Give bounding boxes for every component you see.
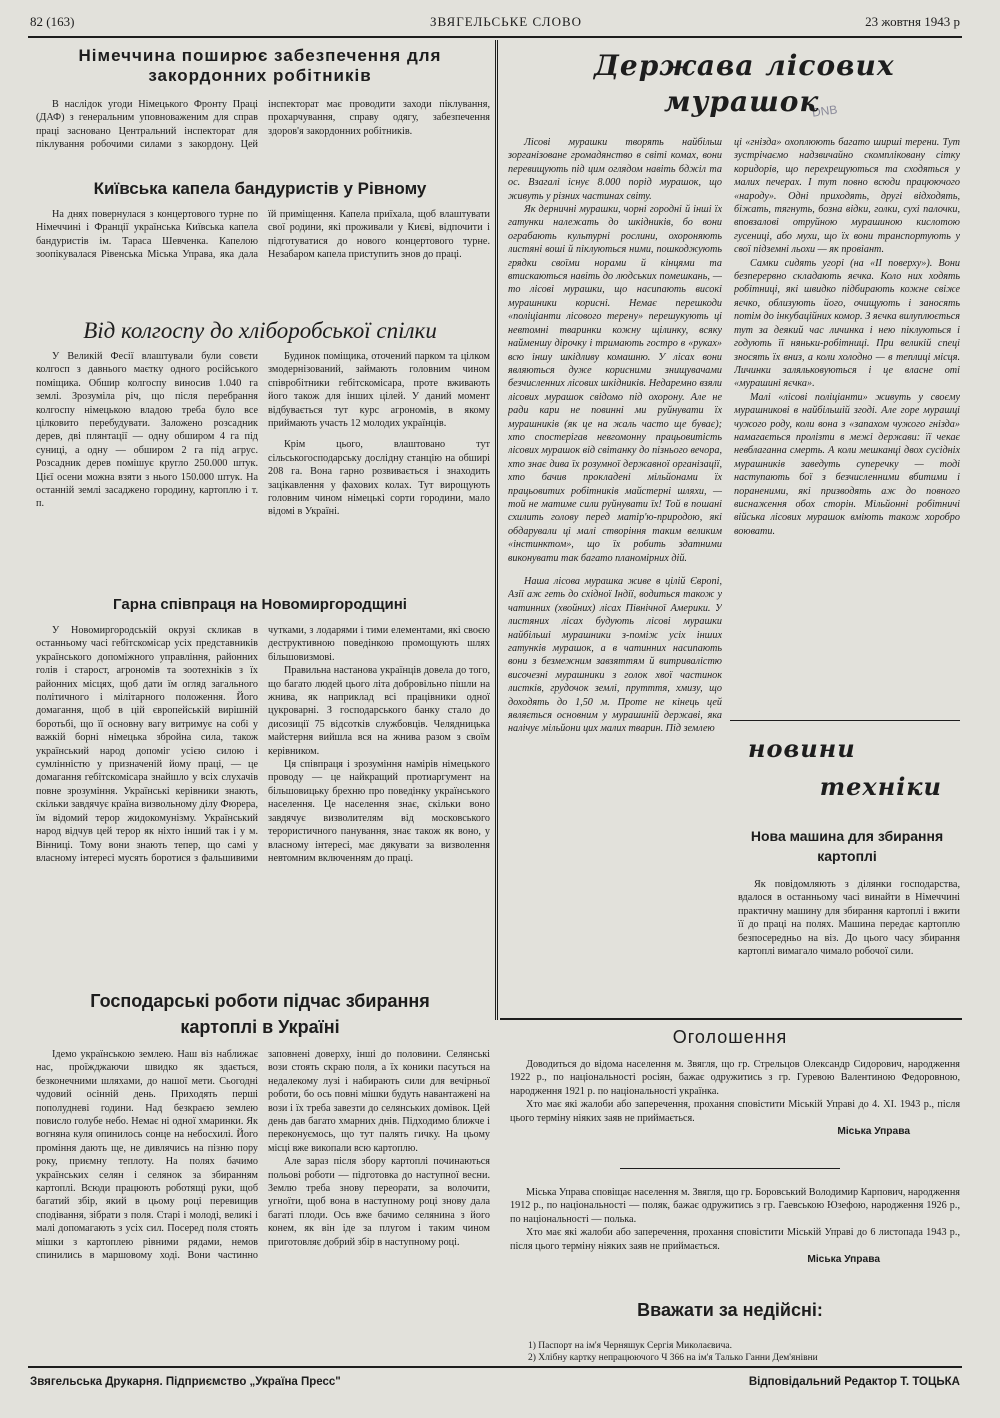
article-ants-col2 — [734, 136, 960, 716]
printer-credit: Звягельська Друкарня. Підприємство „Українa Пресс" — [30, 1376, 341, 1388]
paragraph: Як повідомляють з ділянки господарства, вдалося в останньому часі винайти в Німеччині практичну машину для збирання картоплі і вжити її до праці на полях. Машина передає картоплю безпосередньо на віз. До цього часу збирання картоплі вимагало чимало робочої сили. — [738, 879, 960, 958]
ads-top-rule — [500, 1018, 962, 1020]
void-list — [528, 1340, 958, 1364]
headline-line-2: техніки — [819, 772, 942, 801]
column-divider-2 — [497, 40, 498, 1020]
article-novomyrhorod-title — [30, 594, 490, 620]
header-rule — [28, 36, 962, 38]
paragraph: В наслідок угоди Німецького Фронту Праці (ДАФ) з генеральним уповноваженим для справ праці засновано Центральний інспекторат для піклування робочими силами з закордону. Цей інспекторат має проводити заходи піклування, прохарчування, справу одягу, забезпечення здоров'я закордонних робітників. — [36, 99, 490, 151]
headline: Київська капела бандуристів у Рівному — [93, 179, 427, 198]
announcement-2 — [510, 1186, 960, 1266]
newspaper-title: ЗВЯГЕЛЬСЬКЕ СЛОВО — [430, 14, 583, 29]
paragraph: На днях повернулася з концертового турне по Німеччині і Франції українська Київська капела бандуристів ім. Тараса Шевченка. Капелою зоопікувалася Рівенська Міська Управа, яка дала їй приміщення. Капела приїхала, щоб влаштувати свої родини, які проживали у Києві, відпочити і підготуватися до нового концертового турне. Незабаром капела приступить знов до праці. — [36, 209, 490, 261]
paragraph: Малі «лісові поліціанти» живуть у своєму мурашниковi в найбільшій згоді. Але горе мурашці чужого роду, коли вона з «запахом чужого гнізда» намагається пролізти в межі держави: її чекає невблаганна смерть. А коли мешканці двох сусідніх мурашників заведуть суперечку — тоді наступають бої з безчисленними вбитими і пораненими, які призводять аж до повного виснаження обох сторін. Мільйонні робітничі війська лісових мурашок вміють також хоробро воювати. — [734, 391, 960, 537]
issue-date: 23 жовтня 1943 р — [865, 14, 960, 29]
footer-rule — [28, 1366, 962, 1368]
article-kolhosp-body — [36, 350, 490, 586]
article-ants-title — [504, 48, 960, 132]
void-title — [500, 1296, 960, 1326]
headline: Держава лісових — [594, 49, 895, 82]
void-item: 1) Паспорт на ім'я Черняшук Сергія Миколаєвича. — [528, 1341, 732, 1351]
headline: Німеччина поширює забезпечення для закордонних робітників — [78, 46, 442, 85]
article-harvest-body — [36, 1048, 490, 1366]
section-rule — [730, 720, 960, 721]
column-divider — [495, 40, 496, 1020]
page-number: 82 (163) — [30, 14, 75, 29]
paragraph: Хто має які жалоби або заперечення, прохання сповістити Міській Управі до 4. XI. 1943 р., після цього терміну ніяких заяв не приймається. — [510, 1099, 960, 1124]
paragraph: Але зараз після збору картоплі починаються польові роботи — підготовка до наступної весни. Землю треба знову переорати, за волочити, угноїти, щоб вона в наступному році знову дала багаті плоди. Ось вже бачимо селянина з його конем, як він іде за плугом і таким чином приготовляє добрий збір в наступному році. — [268, 1156, 490, 1248]
signature: Міська Управа — [837, 1126, 910, 1138]
headline: новини — [748, 734, 856, 763]
paragraph: Міська Управа сповіщає населення м. Звягля, що гр. Боровський Володимир Карпович, народження 1912 р., по національності — поляк, бажає одружитись з гр. Гаевською Юзефою, народження 1926 р., по національності — полька. — [510, 1187, 960, 1225]
article-kolhosp-title — [30, 316, 490, 348]
editor-credit: Відповідальний Редактор Т. ТОЦЬКА — [748, 1376, 960, 1388]
headline-line-2: мурашок — [664, 85, 820, 118]
announcement-1 — [510, 1058, 960, 1138]
paragraph: Самки сидять угорі (на «ІІ поверху»). Вони безперервно складають яєчка. Коло них ходять робітниці, які швидко підбирають кожне свіже яєчко, облизують його, очищують і заносять потім до інкубаційних комор. З яєчка вилуплюється тут за деякий час личинка і нею піклуються і годують її няньки-робітниці. При великій спеці зносять їх вниз, а коли холодно — в теплиці місця. Личинки заляльковуються і це власне оті «мурашині яєчка». — [734, 257, 960, 390]
subheadline: Нова машина для збирання — [750, 828, 944, 844]
void-item: 2) Хлібну картку непрацюючого Ч 366 на ім'я Талько Ганни Дем'янівни — [528, 1353, 818, 1363]
tech-news-title — [734, 730, 960, 814]
headline: Господарські роботи підчас збирання — [90, 991, 430, 1011]
headline-line-2: картоплі в Україні — [180, 1017, 340, 1037]
paragraph: Ця співпраця і зрозуміння намірів німецького проводу — це найкращий протиаргумент на більшовицьку брехню про поведінку українського населення. Це населення знає, скільки воно завдячує визволителям від московського терористичного панування, знає також як воно, у власному інтересі, має дякувати за визволення невтомним включенням до праці. — [268, 759, 490, 864]
paragraph: Хто має які жалоби або заперечення, прохання сповістити Міській Управі до 6 листопада 1943 р., після цього терміну ніяких заяв не приймається. — [510, 1227, 960, 1252]
page-header — [30, 14, 960, 36]
article-kapela-body — [36, 208, 490, 312]
paragraph: Крім цього, влаштовано тут сільськогосподарську дослідну станцію на обширі 208 га. Вона гарно розвивається і знаходить зацікавлення у фахових колах. Тут вирощують головним чином німецькі сорти городини, мало відомі в Україні. — [268, 439, 490, 518]
paragraph: Ідемо українською землею. Наш віз наближає нас, проїжджаючи швидко як здається, безконечними шляхами, до нашої мети. Сьогодні чудовий осінній день. Приходять перші пополудневі години. Над безкраєю землею повисло голубе небо. Немає ні одної хмаринки. Як вогняна куля опинилось сонце на небосхилі. Його проміння дають ще, не дивлячись на пізню пору року, приємну теплоту. На полях бачимо українських селян і селянок за збиранням картоплі. Всюди працюють роботящі руки, щоб багатий збір, який в цьому році перевищив сподівання, зібрати з поля. Старі і молоді, великі і малі допомагають з усіх сил. Посеред поля стоять мішки з картоплею рівними рядами, немов спинились в маршовому ході. Вони частинно заповнені доверху, інші до половини. Селянські вози стоять скраю поля, а їх коники пасуться на недалекому лузі і набирають сили для вечірньої роботи, бо ось повні мішки будуть навантажені на вози і їх треба завезти до селянських домівок. Цей день дав багато хмарних днів. Підходимо ближче і переконуємось, що тут палять гичку. На цьому місці вже викопали всю картоплю. — [36, 1049, 490, 1262]
headline: Вважати за недійсні: — [637, 1300, 823, 1320]
tech-news-subtitle — [734, 826, 960, 872]
footer-printer — [30, 1370, 510, 1388]
paragraph: Доводиться до відома населення м. Звягля, що гр. Стрельцов Олександр Сидорович, народження 1922 р., по національності росіян, бажає одружитись з гр. Гуревою Валентиною Федоровною, народження 1921 р. по національності українка. — [510, 1059, 960, 1097]
paragraph: У Великій Фесії влаштували були совєти колгосп з давнього маєтку одного російського поміщика. Обшир колгоспу виносив 1.040 га землі. Зрозуміла річ, що після перебрання колгоспу німецькою владою треба було все цілковито перебудувати. Заложено розсадник дерев, дві плянтації — одну обширом 4 га під суниці, а одну — обширом 2 га під агрус. Розсадник дерев помішує круглo 250.000 штук. Цієї осени можна взяти з нього 150.000 штук. На останній землі засаджено городину, картоплю і т. п. — [36, 351, 258, 510]
agency-stamp: DNB — [811, 102, 839, 120]
paragraph: Наша лісова мурашка живе в цілій Європі, Азії аж геть до східної Індії, водиться також у чатинних (хвойних) лісах Північної Америки. У листяних лісах будують лісові мурашки найбільші мурашники з-поміж усіх інших гатунків мурашок, а в чатинних насипають вони з безмежним завзяттям й витривалістю височезні мурашники з голок хвої частинок листків, грудочок землі, прутття, хмизу, що доходять до 1,50 м. Проте не кінець цей являється основним у мурашиній державі, яка налічує мільйони цих малих тварин. Під землею — [508, 576, 722, 735]
article-kapela-title — [30, 178, 490, 204]
paragraph: Правильна настанова українців довела до того, що багато людей цього літа добровільно пішли на жнива, як наприклад всі працівники одної цукроварні. З господарського банку стало до дисозиції 75 відсотків службовців. Челядницька майстерня вийшла вся на жнива разом з своїм керівником. — [268, 665, 490, 757]
paragraph: Будинок поміщика, оточений парком та цілком змодернізований, займають головним чином співробітники гебітскомісара, проте вживають його також для інших цілей. У даний момент відбувається тут курс агрономів, в якому приймають участь 12 молодих українців. — [268, 351, 490, 430]
headline: Від колгоспу до хліборобської спілки — [83, 318, 437, 343]
ads-separator — [620, 1168, 840, 1169]
paragraph: Лісові мурашки творять найбільш зорганізоване громадянство в світі комах, вони перевищують під цим оглядом навіть бджіл та ос. Взагалі існує 8.000 порід мурашок, що живуть у різних частинах світу. — [508, 137, 722, 202]
article-germany-body — [36, 98, 490, 172]
paragraph: У Новомиргородській окрузі скликав в останньому часі гебітскомісар усіх представників українського допоміжного управління, районних голів і старост, агрономів та зоотехніків з їх районних місцях, щоб дати їм огляд загального політичного і мілітарного положення. Його домагання, щоб в цій європейській вирішній боротьбі, що її основну вагу витримує на собі у важкій борні німецька збройна сила, також український народ допоміг усією силою і сумлінністю у призначеній йому праці, — це домагання гебітскомісара знайшло у всіх слухачів повне зрозуміння. Українські керівники знають, скільки завдячує країна визвольному ділу Фюрера, їм відомий терор жидокомунізму. Український народ відчув цей терор як ніхто інший так і у м. Вінниці. Тому вони знають тепер, що самі у власному інтересі мусять боротися з фальшивими чутками, з лодарями і тими елементами, які своєю деструктивною поведінкою промощують шлях більшовизмові. — [36, 625, 490, 864]
paragraph: ці «гнізда» охоплюють багато ширші терени. Тут зустрічаємо надзвичайно скомпліковану сітку коридорів, що перехрещуються та сходяться у малих печерах. І тут повно всюди працюючого «народу». Одні приходять, другі відходять, біжать, тягнуть, бозна відки, голки, сухі палочки, вповзалові отруйною мурашиною кислотою гусениці, або мухи, що їх вони транспортують у свої підземні льохи — як провіант. — [734, 137, 960, 256]
footer-editor — [600, 1370, 960, 1388]
subheadline-line-2: картоплі — [817, 848, 877, 864]
article-novomyrhorod-body — [36, 624, 490, 984]
tech-news-body — [738, 878, 960, 1008]
article-germany-title — [30, 46, 490, 94]
paragraph: Як дерничні мурашки, чорні городні й інші їх гатунки належать до шкідників, бо вони ограбають культурні рослини, охороняють листяні воші й піклуються ними, пошкоджують грядки своїми норами й кінцями та втискаються навіть до людських помешкань, — то лісові мурашки, що насипають високі мурашники корисні. Немає перешкоди «поліціанти лісового терену» перешукують ці невтомні тваринки кожну щілинку, всяку найменшу дірочку і тримають гостро в «руках» всю іншу шкідливу комашню. У лісах вони являються дуже корисними знищувачами безчисленних лісових шкідників. Недаремно взяли лісових мурашок свідомо під охорону. Але не ради кари не повинні ми руйнувати їх мурашників (як це на жаль часто ще буває); хто спостерігав невгомонну працьовитість лісових мурашок від світанку до пізнього вечора, хто знає дива їх розумної державної організації, хто бачив прокладені мільйонами їх працьовитих робітників майстерні шляхи, — той не матиме сили руйнувати їх! Той в пошані схилить голову перед матір'ю-природою, які обдарували ці малі створіння таким великим «інстинктом», що їх робить здатними виконувати так багато планомірних дій. — [508, 204, 722, 564]
article-ants-col1 — [508, 136, 722, 1016]
headline: Гарна співпраця на Новомиргородщині — [113, 596, 407, 613]
signature: Міська Управа — [807, 1254, 880, 1266]
ads-title — [500, 1024, 960, 1050]
headline: Оголошення — [672, 1027, 788, 1047]
article-harvest-title — [30, 988, 490, 1046]
